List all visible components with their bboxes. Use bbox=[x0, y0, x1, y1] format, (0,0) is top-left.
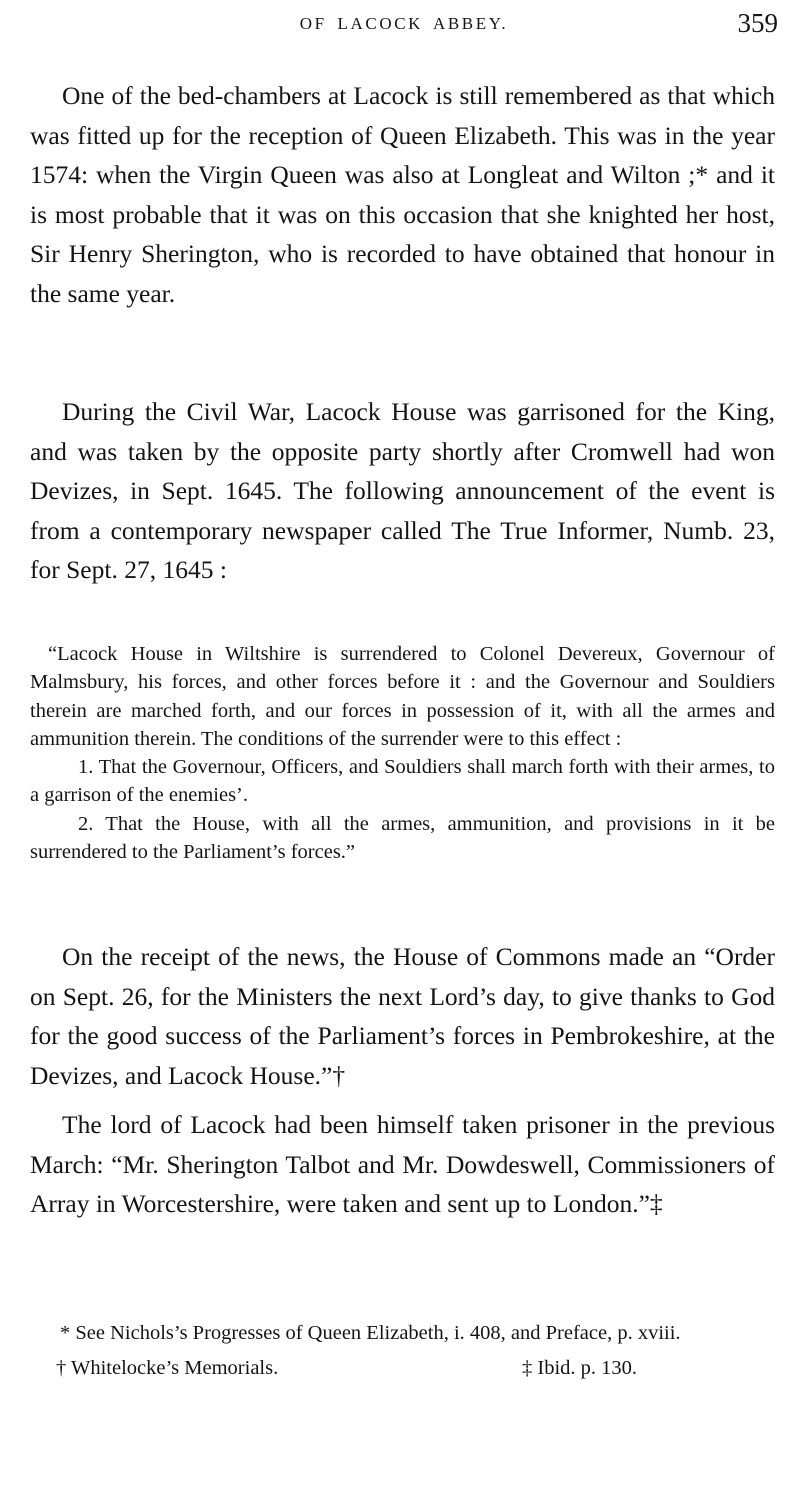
footnotes bbox=[30, 1318, 775, 1387]
running-title: OF LACOCK ABBEY. bbox=[299, 14, 509, 33]
footnote-ibid: ‡ Ibid. p. 130. bbox=[522, 1357, 638, 1379]
quote-lead: “Lacock House in Wiltshire is surrendered to Colonel Devereux, Governour of Malmsbury, his forces, and other forces before it : and the Governour and Souldiers therein are marched forth, and our forces in possession of it, with all the armes and ammunition therein. The conditions of the surrender were to this effect : bbox=[30, 643, 775, 750]
page-number: 359 bbox=[737, 8, 778, 38]
quote-condition-1: 1. That the Governour, Officers, and Souldiers shall march forth with their armes, to a garrison of the enemies’. bbox=[30, 756, 775, 807]
footnote-nichols: * See Nichols’s Progresses of Queen Elizabeth, i. 408, and Preface, p. xviii. bbox=[60, 1322, 681, 1344]
quote-condition-2: 2. That the House, with all the armes, ammunition, and provisions in it be surrendered to the Parliament’s forces.” bbox=[30, 812, 775, 864]
page-header bbox=[30, 8, 778, 44]
paragraph-lord-of-lacock: The lord of Lacock had been himself taken prisoner in the previous March: “Mr. Sherington Talbot and Mr. Dowdeswell, Commissioners of Array in Worcestershire, were taken and sent up to London.”‡ bbox=[30, 1110, 775, 1218]
paragraph-house-of-commons: On the receipt of the news, the House of Commons made an “Order on Sept. 26, for the Ministers the next Lord’s day, to give thanks to God for the good success of the Parliament’s forces in Pembrokeshire, at the Devizes, and Lacock House.”† bbox=[30, 942, 775, 1090]
paragraph-queen-elizabeth: One of the bed-chambers at Lacock is still remembered as that which was fitted up for the reception of Queen Elizabeth. This was in the year 1574: when the Virgin Queen was also at Longleat and Wilton ;* and it is most probable that it was on this occasion that she knighted her host, Sir Henry Sherington, who is recorded to have obtained that honour in the same year. bbox=[30, 81, 775, 308]
newspaper-quotation bbox=[30, 640, 775, 866]
footnote-whitelocke: † Whitelocke’s Memorials. bbox=[56, 1357, 279, 1379]
paragraph-civil-war: During the Civil War, Lacock House was garrisoned for the King, and was taken by the opposite party shortly after Cromwell had won Devizes, in Sept. 1645. The following announcement of the event is from a contemporary newspaper called The True Informer, Numb. 23, for Sept. 27, 1645 : bbox=[30, 397, 775, 584]
footnote-row bbox=[30, 1353, 775, 1387]
